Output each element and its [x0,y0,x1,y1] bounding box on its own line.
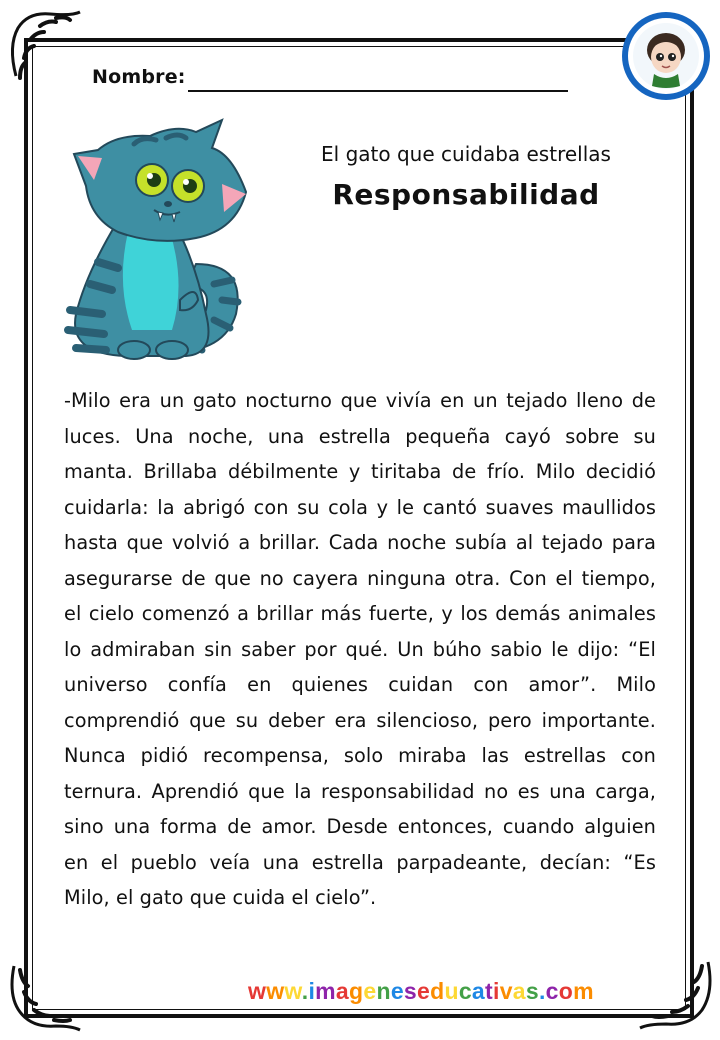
footer-url-letter: v [499,978,513,1004]
footer-url-letter: m [315,978,336,1004]
footer-url-letter: m [573,978,594,1004]
story-value-heading: Responsabilidad [332,178,600,211]
footer-url-letter: s [525,978,539,1004]
name-label: Nombre: [92,66,186,88]
footer-url-letter: e [417,978,431,1004]
footer-url-letter: w [248,978,267,1004]
footer-url-letter: a [471,978,486,1004]
footer-url-letter: a [335,978,350,1004]
blue-striped-cat-illustration [46,114,256,364]
footer-url-letter: u [444,978,459,1004]
story-title: El gato que cuidaba estrellas [321,142,611,166]
story-body-text: -Milo era un gato nocturno que vivía en un tejado lleno de luces. Una noche, una estrella pequeña cayó sobre su manta. Brillaba débilmente y tiritaba de frío. Milo decidió cuidarla: la abrigó con su cola y le cantó suaves maullidos hasta que volvió a brillar. Cada noche subía al tejado para asegurarse de que no cayera ninguna otra. Con el tiempo, el cielo comenzó a brillar más fuerte, y los demás animales lo admiraban sin saber por qué. Un búho sabio le dijo: “El universo confía en quienes cuidan con amor”. Milo comprendió que su deber era silencioso, pero importante. Nunca pidió recompensa, solo miraba las estrellas con ternura. Aprendió que la responsabilidad no es una carga, sino una forma de amor. Desde entonces, cuando alguien en el pueblo veía una estrella parpadeante, decían: “Es Milo, el gato que cuida el cielo”. [64,389,656,909]
footer-url-letter: w [266,978,285,1004]
footer-url-letter: e [363,978,377,1004]
footer-url-letter: . [538,978,546,1004]
footer-url-letter: s [403,978,418,1004]
name-field-line[interactable] [188,90,568,92]
site-logo-badge [620,10,712,102]
footer-url-letter: w [284,978,302,1004]
top-left-ornament [6,6,86,86]
footer-url-letter: c [545,978,559,1004]
footer-url-letter: t [485,978,493,1004]
footer-url-letter: i [492,978,500,1004]
footer-url-letter: d [430,978,445,1004]
footer-url-letter: a [512,978,526,1004]
footer-url-letter: n [376,978,391,1004]
footer-website-url [248,978,594,1005]
footer-url-letter: i [308,978,316,1004]
footer-url-letter: c [458,978,472,1004]
bottom-right-ornament [632,956,716,1036]
footer-url-letter: g [349,978,364,1004]
footer-url-letter: . [301,978,309,1004]
bottom-left-ornament [6,960,86,1036]
footer-url-letter: e [390,978,404,1004]
footer-url-letter: o [558,978,574,1004]
